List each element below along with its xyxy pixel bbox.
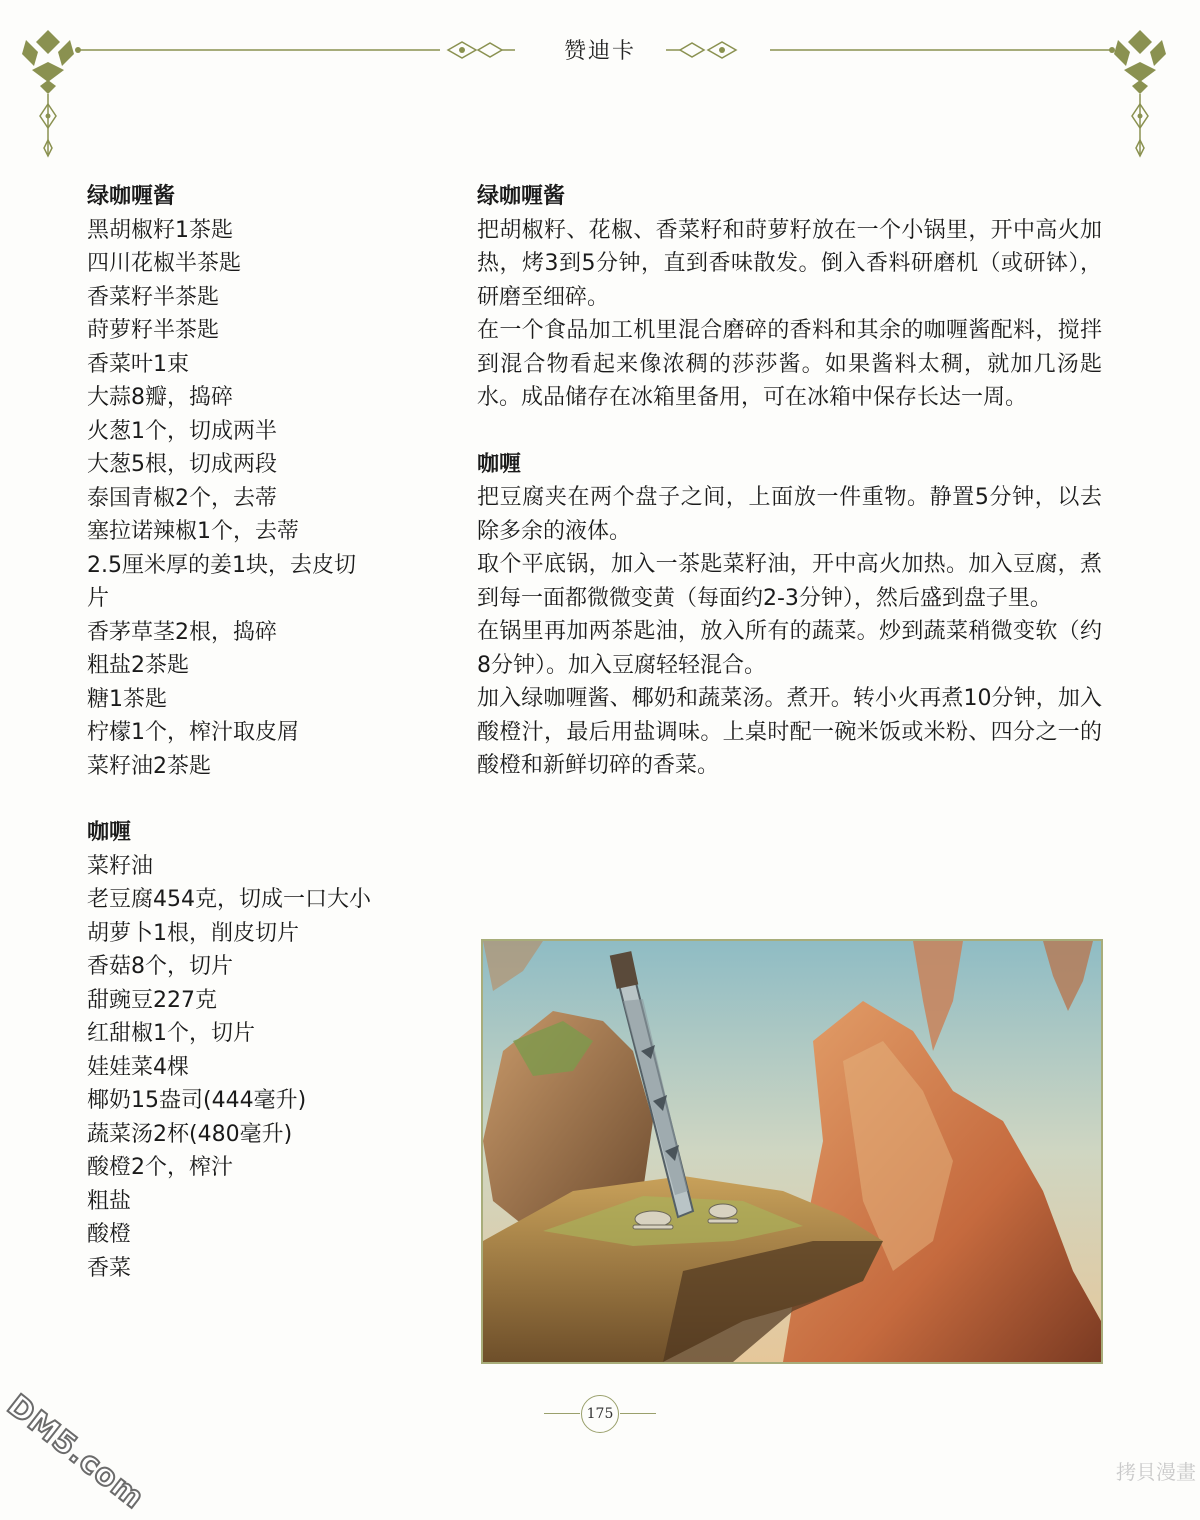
method-paragraph: 在一个食品加工机里混合磨碎的香料和其余的咖喱酱配料，搅拌到混合物看起来像浓稠的莎莎酱。如果酱料太稠，就加几汤匙水。成品储存在冰箱里备用，可在冰箱中保存长达一周。 (477, 318, 1102, 410)
ingredient-item: 香菜叶1束 (87, 351, 189, 377)
ingredient-item: 黑胡椒籽1茶匙 (87, 217, 233, 243)
ingredient-item: 糖1茶匙 (87, 686, 167, 712)
page-number: 175 (581, 1395, 619, 1433)
ingredient-item: 红甜椒1个，切片 (87, 1021, 255, 1046)
cliff-sword-painting (483, 941, 1101, 1362)
ingredient-item: 粗盐 (87, 1188, 132, 1214)
instructions-column (477, 180, 1102, 783)
ingredient-item: 甜豌豆227克 (87, 987, 217, 1013)
sauce-ingredients-heading: 绿咖喱酱 (87, 184, 176, 209)
ingredient-item: 塞拉诺辣椒1个，去蒂 (87, 519, 299, 544)
ingredient-item: 香菇8个，切片 (87, 954, 233, 979)
ingredient-item: 莳萝籽半茶匙 (87, 318, 220, 343)
ingredient-item: 香菜 (87, 1255, 132, 1281)
method-paragraph: 把豆腐夹在两个盘子之间，上面放一件重物。静置5分钟，以去除多余的液体。 (477, 485, 1102, 544)
ingredient-item: 柠檬1个，榨汁取皮屑 (87, 720, 299, 745)
ingredient-item: 2.5厘米厚的姜1块，去皮切 (87, 552, 356, 578)
page-number-ornament (540, 1392, 660, 1436)
sauce-ingredient-list (87, 214, 427, 784)
ingredient-item: 片 (87, 586, 110, 611)
ingredient-item: 火葱1个，切成两半 (87, 418, 277, 444)
zendikar-emblem-icon (20, 22, 76, 162)
ingredient-item: 大蒜8瓣，捣碎 (87, 385, 233, 410)
ingredients-column (87, 180, 427, 1285)
ingredient-item: 胡萝卜1根，削皮切片 (87, 920, 299, 946)
ingredient-item: 泰国青椒2个，去蒂 (87, 485, 277, 511)
ingredient-item: 娃娃菜4棵 (87, 1054, 189, 1080)
ingredient-item: 香菜籽半茶匙 (87, 284, 220, 310)
curry-ingredients-heading: 咖喱 (87, 820, 132, 845)
ingredient-item: 四川花椒半茶匙 (87, 251, 242, 276)
curry-method-heading: 咖喱 (477, 451, 522, 477)
ingredient-item: 菜籽油2茶匙 (87, 753, 211, 779)
ingredient-item: 老豆腐454克，切成一口大小 (87, 887, 371, 912)
method-paragraph: 在锅里再加两茶匙油，放入所有的蔬菜。炒到蔬菜稍微变软（约8分钟）。加入豆腐轻轻混合。 (477, 619, 1102, 678)
method-paragraph: 取个平底锅，加入一茶匙菜籽油，开中高火加热。加入豆腐，煮到每一面都微微变黄（每面约2-3分钟），然后盛到盘子里。 (477, 552, 1102, 611)
chapter-title: 赞迪卡 (563, 39, 636, 64)
ingredient-item: 大葱5根，切成两段 (87, 452, 277, 477)
ingredient-item: 酸橙 (87, 1222, 132, 1247)
method-paragraph: 加入绿咖喱酱、椰奶和蔬菜汤。煮开。转小火再煮10分钟，加入酸橙汁，最后用盐调味。上桌时配一碗米饭或米粉、四分之一的酸橙和新鲜切碎的香菜。 (477, 686, 1102, 778)
ingredient-item: 菜籽油 (87, 853, 154, 879)
ingredient-item: 椰奶15盎司(444毫升) (87, 1088, 307, 1113)
ingredient-item: 香茅草茎2根，捣碎 (87, 619, 277, 645)
watermark-right: 拷貝漫畫 (1116, 1460, 1196, 1484)
zendikar-emblem-icon (1112, 22, 1168, 162)
method-paragraph: 把胡椒籽、花椒、香菜籽和莳萝籽放在一个小锅里，开中高火加热，烤3到5分钟，直到香味散发。倒入香料研磨机（或研钵），研磨至细碎。 (477, 217, 1102, 310)
watermark-left: DM5.com (0, 1388, 151, 1517)
ingredient-item: 酸橙2个，榨汁 (87, 1155, 233, 1180)
sauce-method-heading: 绿咖喱酱 (477, 184, 566, 209)
landscape-illustration (481, 939, 1103, 1364)
curry-ingredient-list (87, 850, 427, 1286)
ingredient-item: 蔬菜汤2杯(480毫升) (87, 1121, 293, 1147)
ingredient-item: 粗盐2茶匙 (87, 653, 189, 678)
